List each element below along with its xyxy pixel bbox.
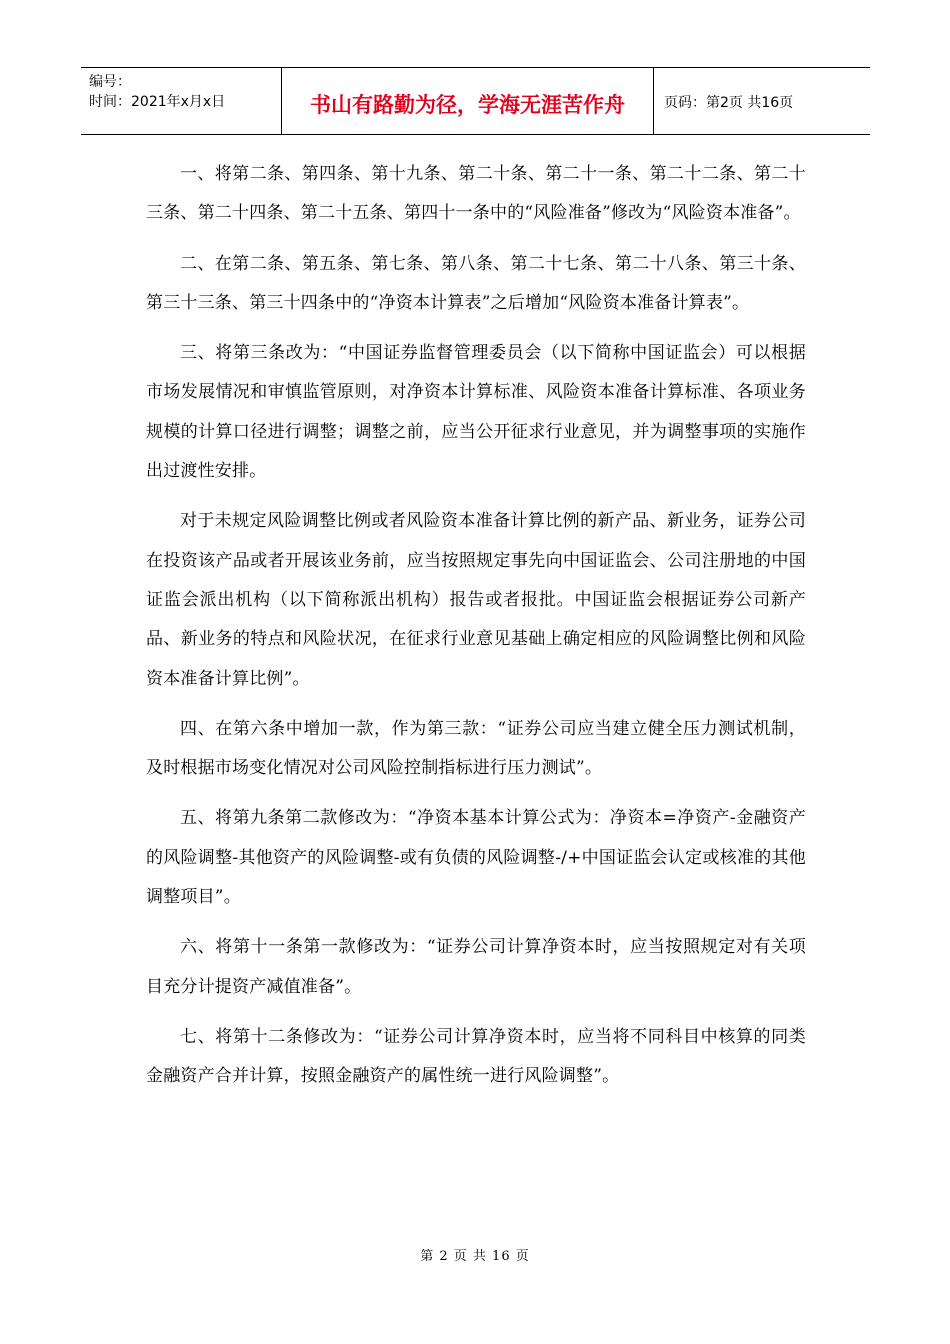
header-motto: 书山有路勤为径，学海无涯苦作舟 (310, 93, 625, 117)
paragraph-6: 五、将第九条第二款修改为：“净资本基本计算公式为：净资本=净资产-金融资产的风险调整-其他资产的风险调整-或有负债的风险调整-/+中国证监会认定或核准的其他调整项目”。 (146, 808, 806, 908)
header-table (81, 67, 870, 135)
page-footer (0, 1245, 950, 1264)
paragraph-3: 三、将第三条改为：“中国证券监督管理委员会（以下简称中国证监会）可以根据市场发展情况和审慎监管原则，对净资本计算标准、风险资本准备计算标准、各项业务规模的计算口径进行调整；调整之前，应当公开征求行业意见，并为调整事项的实施作出过渡性安排。 (146, 343, 806, 482)
footer-page-number: 第 2 页 共 16 页 (420, 1249, 530, 1264)
paragraph-4: 对于未规定风险调整比例或者风险资本准备计算比例的新产品、新业务，证券公司在投资该产品或者开展该业务前，应当按照规定事先向中国证监会、公司注册地的中国证监会派出机构（以下简称派出机构）报告或者报批。中国证监会根据证券公司新产品、新业务的特点和风险状况，在征求行业意见基础上确定相应的风险调整比例和风险资本准备计算比例”。 (146, 511, 806, 689)
header-page-cell (654, 68, 870, 134)
document-time-label: 时间：2021年x月x日 (89, 94, 226, 110)
paragraph-1: 一、将第二条、第四条、第十九条、第二十条、第二十一条、第二十二条、第二十三条、第二十四条、第二十五条、第四十一条中的“风险准备”修改为“风险资本准备”。 (146, 164, 806, 224)
paragraph-8: 七、将第十二条修改为：“证券公司计算净资本时，应当将不同科目中核算的同类金融资产合并计算，按照金融资产的属性统一进行风险调整”。 (146, 1026, 806, 1087)
paragraph-2: 二、在第二条、第五条、第七条、第八条、第二十七条、第二十八条、第三十条、第三十三条、第三十四条中的“净资本计算表”之后增加“风险资本准备计算表”。 (146, 253, 806, 313)
header-page-label: 页码：第2页 共16页 (664, 95, 794, 111)
header-motto-cell (282, 68, 654, 134)
header-left-cell (81, 68, 282, 134)
document-body (146, 155, 806, 1108)
document-number-label: 编号： (89, 74, 131, 90)
paragraph-5: 四、在第六条中增加一款，作为第三款：“证券公司应当建立健全压力测试机制，及时根据市场变化情况对公司风险控制指标进行压力测试”。 (146, 718, 806, 779)
paragraph-7: 六、将第十一条第一款修改为：“证券公司计算净资本时，应当按照规定对有关项目充分计提资产减值准备”。 (146, 937, 806, 997)
